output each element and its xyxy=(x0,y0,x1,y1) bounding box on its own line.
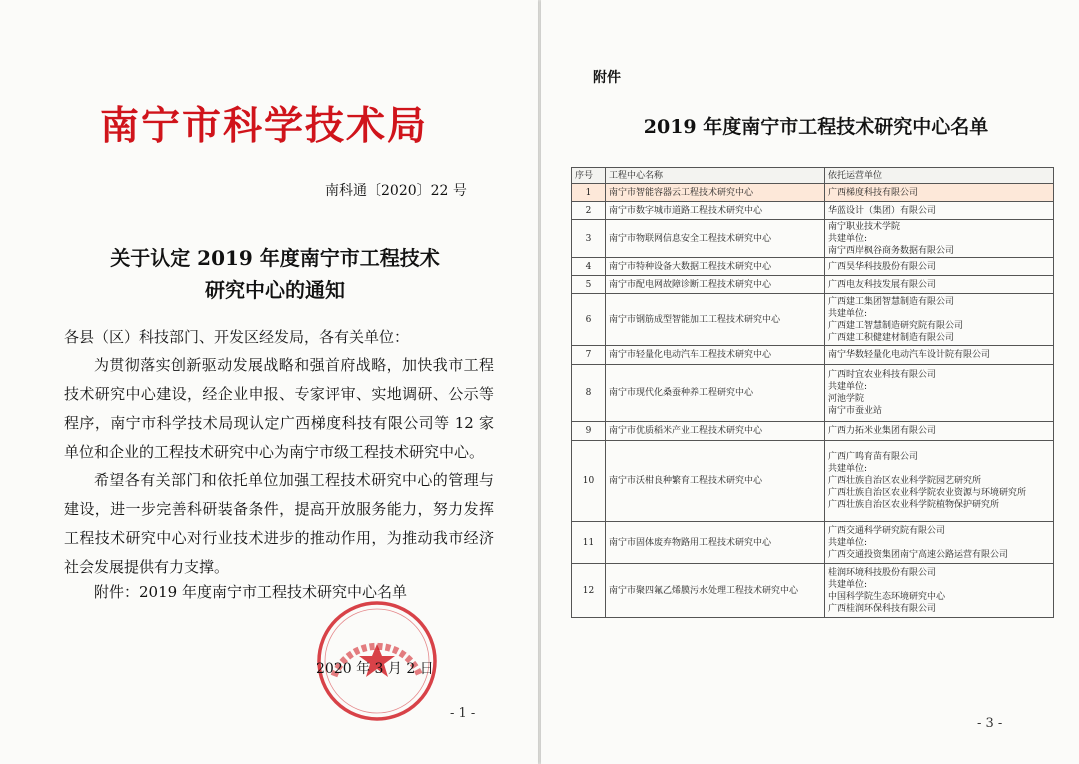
unit-line: 广西力拓米业集团有限公司 xyxy=(828,426,937,436)
unit-line: 广西交通投资集团南宁高速公路运营有限公司 xyxy=(828,549,1009,560)
unit-line: 中国科学院生态环境研究中心 xyxy=(828,591,946,602)
operating-unit-cell xyxy=(825,422,1054,441)
unit-line: 广西建工集团智慧制造有限公司 xyxy=(828,296,955,307)
table-row[interactable] xyxy=(572,220,1054,258)
unit-line: 共建单位: xyxy=(828,579,868,590)
paragraph-1: 为贯彻落实创新驱动发展战略和强首府战略，加快我市工程技术研究中心建设，经企业申报、专家评审、实地调研、公示等程序，南宁市科学技术局现认定广西梯度科技有限公司等 12 家单位和企业的工程技术研究中心为南宁市级工程技术研究中心。 xyxy=(64,356,494,461)
unit-line: 共建单位: xyxy=(828,537,868,548)
center-name-cell: 南宁市钢筋成型智能加工工程技术研究中心 xyxy=(606,294,825,346)
unit-line: 广西建工智慧制造研究院有限公司 xyxy=(828,320,964,331)
unit-line: 共建单位: xyxy=(828,382,868,392)
unit-line: 广西桂润环保科技有限公司 xyxy=(828,603,937,614)
center-name-cell: 南宁市轻量化电动汽车工程技术研究中心 xyxy=(606,346,825,365)
operating-unit-cell xyxy=(825,441,1054,522)
notice-title-line2: 研究中心的通知 xyxy=(205,278,345,302)
unit-line: 广西时宜农业科技有限公司 xyxy=(828,370,937,380)
header-center-name: 工程中心名称 xyxy=(606,168,825,184)
annex-page xyxy=(541,0,1079,764)
row-number: 7 xyxy=(572,346,606,365)
operating-unit-cell xyxy=(825,202,1054,220)
unit-line: 南宁华数轻量化电动汽车设计院有限公司 xyxy=(828,350,991,360)
unit-line: 河池学院 xyxy=(828,394,865,404)
unit-line: 广西建工积健建材制造有限公司 xyxy=(828,332,955,343)
center-name-cell: 南宁市特种设备大数据工程技术研究中心 xyxy=(606,258,825,276)
notice-title-line1: 关于认定 2019 年度南宁市工程技术 xyxy=(110,246,440,270)
row-number: 3 xyxy=(572,220,606,258)
center-name-cell: 南宁市数字城市道路工程技术研究中心 xyxy=(606,202,825,220)
unit-line: 共建单位: xyxy=(828,233,868,244)
operating-unit-cell xyxy=(825,522,1054,564)
table-row[interactable] xyxy=(572,294,1054,346)
operating-unit-cell xyxy=(825,564,1054,618)
bureau-header: 南宁市科学技术局 xyxy=(100,103,429,149)
document-number: 南科通〔2020〕22 号 xyxy=(325,183,467,199)
operating-unit-cell xyxy=(825,294,1054,346)
unit-line: 共建单位: xyxy=(828,308,868,319)
center-name-cell: 南宁市固体废弃物路用工程技术研究中心 xyxy=(606,522,825,564)
table-row[interactable] xyxy=(572,564,1054,618)
unit-line: 广西壮族自治区农业科学院植物保护研究所 xyxy=(828,500,1000,510)
row-number: 12 xyxy=(572,564,606,618)
table-row[interactable] xyxy=(572,441,1054,522)
operating-unit-cell xyxy=(825,276,1054,294)
center-name-cell: 南宁市智能容器云工程技术研究中心 xyxy=(606,184,825,202)
row-number: 5 xyxy=(572,276,606,294)
paragraph-2: 希望各有关部门和依托单位加强工程技术研究中心的管理与建设，进一步完善科研装备条件，提高开放服务能力，努力发挥工程技术研究中心对行业技术进步的推动作用，为推动我市经济社会发展提供有力支撑。 xyxy=(64,471,494,576)
table-row[interactable] xyxy=(572,522,1054,564)
center-name-cell: 南宁市聚四氟乙烯膜污水处理工程技术研究中心 xyxy=(606,564,825,618)
row-number: 1 xyxy=(572,184,606,202)
table-row[interactable] xyxy=(572,346,1054,365)
page-number: - 3 - xyxy=(977,716,1003,731)
center-name-cell: 南宁市优质稻米产业工程技术研究中心 xyxy=(606,422,825,441)
table-row[interactable] xyxy=(572,365,1054,422)
unit-line: 广西广鸣育苗有限公司 xyxy=(828,452,919,462)
operating-unit-cell xyxy=(825,258,1054,276)
unit-line: 广西电友科技发展有限公司 xyxy=(828,279,937,290)
operating-unit-cell xyxy=(825,220,1054,258)
table-row[interactable] xyxy=(572,422,1054,441)
unit-line: 南宁职业技术学院 xyxy=(828,221,901,232)
unit-line: 广西梯度科技有限公司 xyxy=(828,187,919,198)
annex-title: 2019 年度南宁市工程技术研究中心名单 xyxy=(643,116,989,138)
unit-line: 广西壮族自治区农业科学院农业资源与环境研究所 xyxy=(828,488,1027,498)
page-number: - 1 - xyxy=(450,706,476,721)
unit-line: 南宁市蚕业站 xyxy=(828,406,883,416)
center-name-cell: 南宁市物联网信息安全工程技术研究中心 xyxy=(606,220,825,258)
operating-unit-cell xyxy=(825,184,1054,202)
notice-page xyxy=(0,0,538,764)
unit-line: 广西壮族自治区农业科学院园艺研究所 xyxy=(828,476,982,486)
unit-line: 南宁西岸枫谷商务数据有限公司 xyxy=(828,245,955,256)
table-row[interactable] xyxy=(572,276,1054,294)
row-number: 4 xyxy=(572,258,606,276)
unit-line: 广西交通科学研究院有限公司 xyxy=(828,525,946,536)
row-number: 9 xyxy=(572,422,606,441)
greeting: 各县（区）科技部门、开发区经发局，各有关单位： xyxy=(64,328,410,346)
center-name-cell: 南宁市配电网故障诊断工程技术研究中心 xyxy=(606,276,825,294)
center-name-cell: 南宁市现代化桑蚕种养工程研究中心 xyxy=(606,365,825,422)
annex-label: 附件 xyxy=(593,70,621,86)
unit-line: 华蓝设计（集团）有限公司 xyxy=(828,205,937,216)
unit-line: 共建单位: xyxy=(828,464,868,474)
unit-line: 广西昊华科技股份有限公司 xyxy=(828,261,937,272)
table-row[interactable] xyxy=(572,184,1054,202)
header-operating-unit: 依托运营单位 xyxy=(825,168,1054,184)
row-number: 11 xyxy=(572,522,606,564)
center-list-table xyxy=(571,167,1054,618)
row-number: 10 xyxy=(572,441,606,522)
table-row[interactable] xyxy=(572,202,1054,220)
operating-unit-cell xyxy=(825,365,1054,422)
attachment-note: 附件：2019 年度南宁市工程技术研究中心名单 xyxy=(94,583,407,601)
header-no: 序号 xyxy=(572,168,606,184)
row-number: 2 xyxy=(572,202,606,220)
row-number: 8 xyxy=(572,365,606,422)
operating-unit-cell xyxy=(825,346,1054,365)
table-row[interactable] xyxy=(572,258,1054,276)
center-name-cell: 南宁市沃柑良种繁育工程技术研究中心 xyxy=(606,441,825,522)
issue-date: 2020 年 3 月 2 日 xyxy=(316,661,434,677)
unit-line: 桂润环境科技股份有限公司 xyxy=(828,567,937,578)
row-number: 6 xyxy=(572,294,606,346)
table-header-row xyxy=(572,168,1054,184)
